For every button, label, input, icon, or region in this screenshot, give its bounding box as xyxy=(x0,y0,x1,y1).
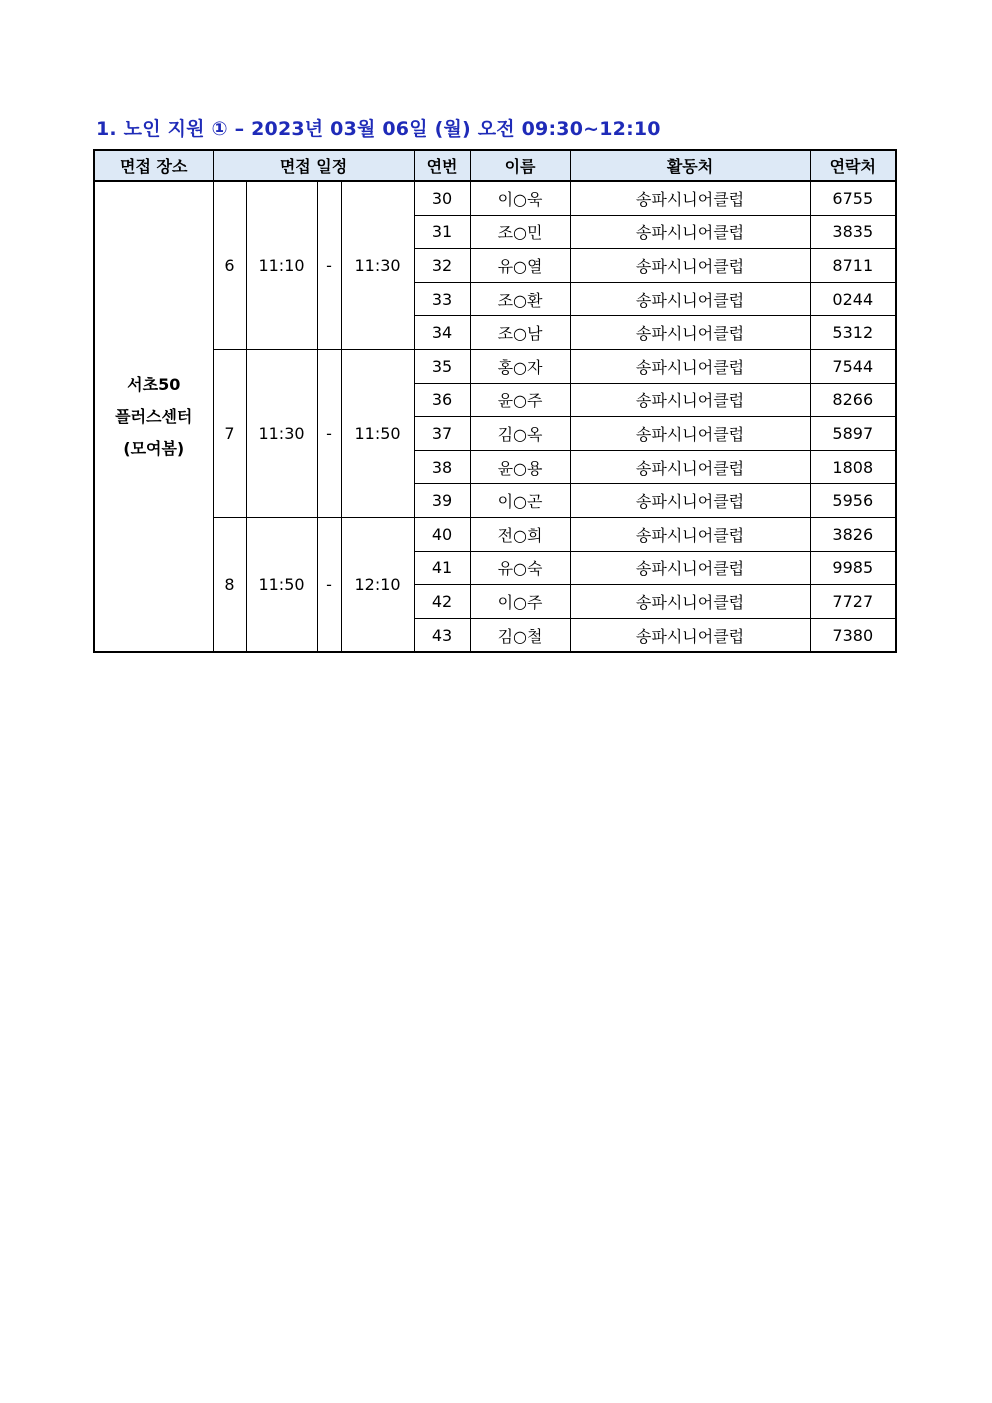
name-cell: 전○희 xyxy=(470,517,570,551)
table-row xyxy=(94,181,896,215)
contact-cell: 8266 xyxy=(810,383,896,417)
name-cell: 홍○자 xyxy=(470,349,570,383)
contact-cell: 7380 xyxy=(810,618,896,652)
contact-cell: 5312 xyxy=(810,316,896,350)
time-separator-cell: - xyxy=(317,517,341,652)
activity-cell: 송파시니어클럽 xyxy=(570,249,810,283)
time-separator-cell: - xyxy=(317,349,341,517)
activity-cell: 송파시니어클럽 xyxy=(570,585,810,619)
venue-line: (모여봄) xyxy=(123,438,185,458)
number-cell: 39 xyxy=(414,484,470,518)
number-cell: 35 xyxy=(414,349,470,383)
table-row xyxy=(94,517,896,551)
header-contact: 연락처 xyxy=(810,150,896,181)
number-cell: 41 xyxy=(414,551,470,585)
name-cell: 윤○용 xyxy=(470,450,570,484)
contact-cell: 0244 xyxy=(810,282,896,316)
contact-cell: 7727 xyxy=(810,585,896,619)
name-cell: 이○욱 xyxy=(470,181,570,215)
contact-cell: 8711 xyxy=(810,249,896,283)
activity-cell: 송파시니어클럽 xyxy=(570,450,810,484)
contact-cell: 9985 xyxy=(810,551,896,585)
activity-cell: 송파시니어클럽 xyxy=(570,383,810,417)
end-time-cell: 11:30 xyxy=(341,181,414,349)
activity-cell: 송파시니어클럽 xyxy=(570,349,810,383)
contact-cell: 5956 xyxy=(810,484,896,518)
number-cell: 30 xyxy=(414,181,470,215)
contact-cell: 6755 xyxy=(810,181,896,215)
activity-cell: 송파시니어클럽 xyxy=(570,316,810,350)
header-venue: 면접 장소 xyxy=(94,150,213,181)
activity-cell: 송파시니어클럽 xyxy=(570,215,810,249)
name-cell: 김○옥 xyxy=(470,417,570,451)
contact-cell: 1808 xyxy=(810,450,896,484)
name-cell: 조○민 xyxy=(470,215,570,249)
contact-cell: 7544 xyxy=(810,349,896,383)
contact-cell: 3835 xyxy=(810,215,896,249)
contact-cell: 3826 xyxy=(810,517,896,551)
activity-cell: 송파시니어클럽 xyxy=(570,517,810,551)
number-cell: 43 xyxy=(414,618,470,652)
number-cell: 32 xyxy=(414,249,470,283)
name-cell: 김○철 xyxy=(470,618,570,652)
start-time-cell: 11:50 xyxy=(246,517,317,652)
start-time-cell: 11:30 xyxy=(246,349,317,517)
activity-cell: 송파시니어클럽 xyxy=(570,417,810,451)
end-time-cell: 11:50 xyxy=(341,349,414,517)
table-body xyxy=(94,181,896,652)
name-cell: 이○주 xyxy=(470,585,570,619)
group-number-cell: 6 xyxy=(213,181,246,349)
activity-cell: 송파시니어클럽 xyxy=(570,484,810,518)
header-activity: 활동처 xyxy=(570,150,810,181)
number-cell: 33 xyxy=(414,282,470,316)
name-cell: 이○곤 xyxy=(470,484,570,518)
header-schedule: 면접 일정 xyxy=(213,150,414,181)
section-heading: 1. 노인 지원 ① – 2023년 03월 06일 (월) 오전 09:30~12:10 xyxy=(96,118,661,140)
time-separator-cell: - xyxy=(317,181,341,349)
venue-cell xyxy=(94,181,213,652)
name-cell: 조○환 xyxy=(470,282,570,316)
number-cell: 37 xyxy=(414,417,470,451)
number-cell: 40 xyxy=(414,517,470,551)
number-cell: 31 xyxy=(414,215,470,249)
activity-cell: 송파시니어클럽 xyxy=(570,282,810,316)
interview-schedule-table xyxy=(93,149,897,653)
group-number-cell: 7 xyxy=(213,349,246,517)
number-cell: 34 xyxy=(414,316,470,350)
header-number: 연번 xyxy=(414,150,470,181)
name-cell: 조○남 xyxy=(470,316,570,350)
activity-cell: 송파시니어클럽 xyxy=(570,551,810,585)
table-row xyxy=(94,349,896,383)
venue-line: 서초50 xyxy=(127,374,181,394)
name-cell: 유○숙 xyxy=(470,551,570,585)
number-cell: 38 xyxy=(414,450,470,484)
activity-cell: 송파시니어클럽 xyxy=(570,618,810,652)
contact-cell: 5897 xyxy=(810,417,896,451)
name-cell: 유○열 xyxy=(470,249,570,283)
group-number-cell: 8 xyxy=(213,517,246,652)
name-cell: 윤○주 xyxy=(470,383,570,417)
end-time-cell: 12:10 xyxy=(341,517,414,652)
start-time-cell: 11:10 xyxy=(246,181,317,349)
number-cell: 36 xyxy=(414,383,470,417)
number-cell: 42 xyxy=(414,585,470,619)
activity-cell: 송파시니어클럽 xyxy=(570,181,810,215)
table-header-row xyxy=(94,150,896,181)
header-name: 이름 xyxy=(470,150,570,181)
venue-line: 플러스센터 xyxy=(115,406,193,426)
